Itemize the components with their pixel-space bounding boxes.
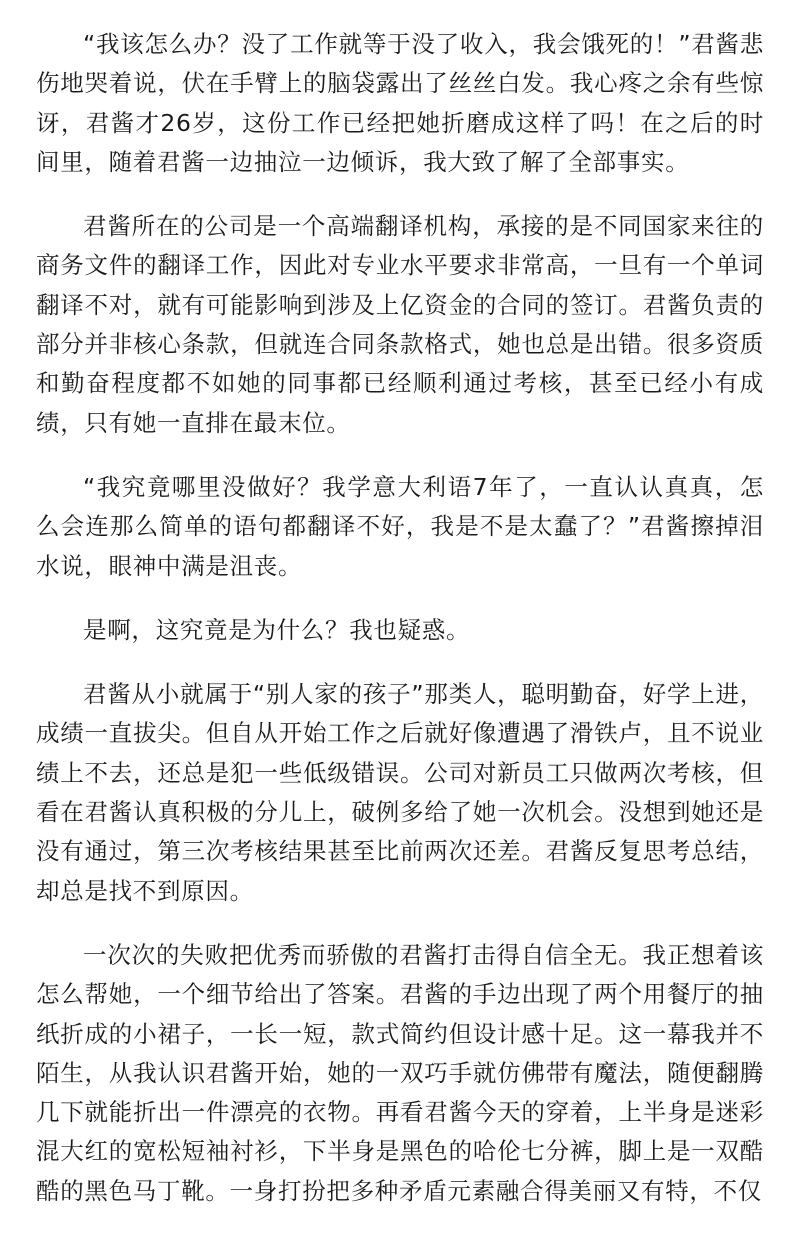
paragraph: “我究竟哪里没做好？我学意大利语7年了，一直认认真真，怎么会连那么简单的语句都翻译不好，我是不是太蠢了？”君酱擦掉泪水说，眼神中满是沮丧。: [36, 472, 764, 580]
paragraph: 君酱从小就属于“别人家的孩子”那类人，聪明勤奋，好学上进，成绩一直拔尖。但自从开始工作之后就好像遭遇了滑铁卢，且不说业绩上不去，还总是犯一些低级错误。公司对新员工只做两次考核，但看在君酱认真积极的分儿上，破例多给了她一次机会。没想到她还是没有通过，第三次考核结果甚至比前两次还差。君酱反复思考总结，却总是找不到原因。: [36, 680, 764, 905]
paragraph: 君酱所在的公司是一个高端翻译机构，承接的是不同国家来往的商务文件的翻译工作，因此对专业水平要求非常高，一旦有一个单词翻译不对，就有可能影响到涉及上亿资金的合同的签订。君酱负责的部分并非核心条款，但就连合同条款格式，她也总是出错。很多资质和勤奋程度都不如她的同事都已经顺利通过考核，甚至已经小有成绩，只有她一直排在最末位。: [36, 212, 764, 437]
article-body: [36, 25, 764, 1236]
paragraph: “我该怎么办？没了工作就等于没了收入，我会饿死的！”君酱悲伤地哭着说，伏在手臂上的脑袋露出了丝丝白发。我心疼之余有些惊讶，君酱才26岁，这份工作已经把她折磨成这样了吗！在之后的时间里，随着君酱一边抽泣一边倾诉，我大致了解了全部事实。: [36, 30, 764, 176]
paragraph: 是啊，这究竟是为什么？我也疑惑。: [83, 615, 471, 644]
paragraph: 一次次的失败把优秀而骄傲的君酱打击得自信全无。我正想着该怎么帮她，一个细节给出了答案。君酱的手边出现了两个用餐厅的抽纸折成的小裙子，一长一短，款式简约但设计感十足。这一幕我并不陌生，从我认识君酱开始，她的一双巧手就仿佛带有魔法，随便翻腾几下就能折出一件漂亮的衣物。再看君酱今天的穿着，上半身是迷彩混大红的宽松短袖衬衫，下半身是黑色的哈伦七分裤，脚上是一双酷酷的黑色马丁靴。一身打扮把多种矛盾元素融合得美丽又有特，不仅: [36, 940, 764, 1205]
